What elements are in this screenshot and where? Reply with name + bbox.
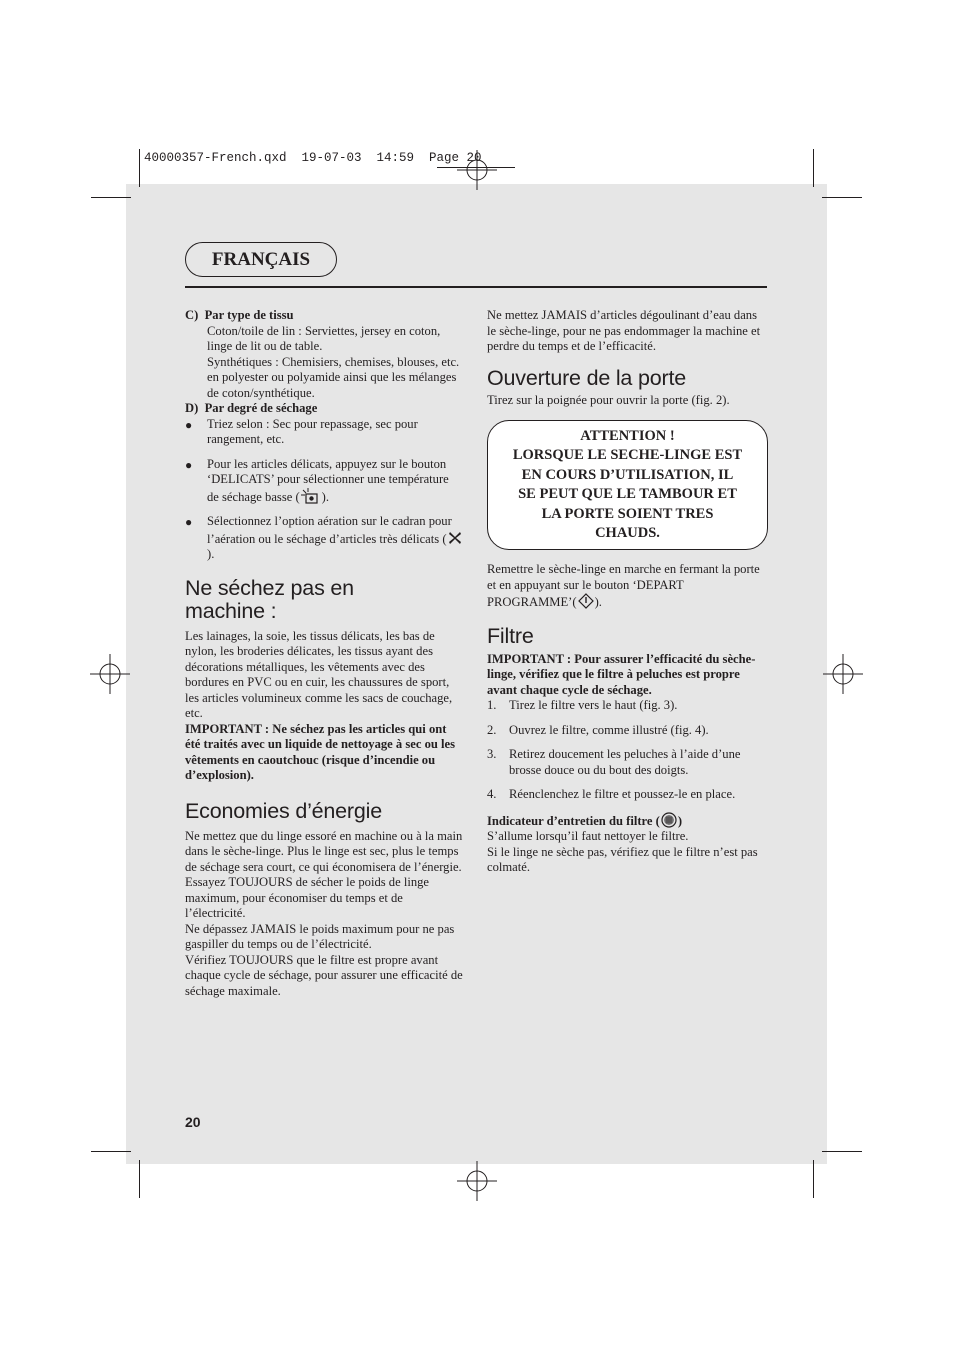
door-text: Tirez sur la poignée pour ouvrir la porte (fig. 2). [487,392,730,407]
crop-mark-icon [822,197,862,198]
list-item [487,723,767,739]
crop-mark-icon [91,197,131,198]
crop-mark-icon [139,1160,140,1198]
list-number: 2. [487,722,497,737]
indicator-label-end: ) [677,813,683,828]
registration-mark-icon [90,654,130,694]
no-dry-important: IMPORTANT : Ne séchez pas les articles qui ont été traités avec un liquide de nettoyage à sec ou les vêtements en caoutchouc (risque d’incendie ou d’explosion). [185,721,456,782]
filter-important: IMPORTANT : Pour assurer l’efficacité du sèche-linge, vérifiez que le filtre à peluches est propre avant chaque cycle de séchage. [487,651,756,697]
list-item [487,787,767,803]
bullet-dot-icon: ● [185,417,193,432]
energy-paragraph: Ne mettez que du linge essoré en machine ou à la main dans le sèche-linge. Plus le linge est sec, plus le temps de séchage sera court, ce qui économisera de l’énergie. [185,828,463,874]
attention-line: ATTENTION ! [580,428,675,444]
indicator-text: S’allume lorsqu’il faut nettoyer le filtre. [487,829,689,844]
attention-box [487,420,768,550]
bullet-text: Pour les articles délicats, appuyez sur le bouton ‘DELICATS’ pour sélectionner une température de séchage basse ( [207,456,449,504]
bullet-text-end: ). [207,547,215,561]
energy-paragraph: Ne dépassez JAMAIS le poids maximum pour ne pas gaspiller du temps ou de l’électricité. [185,921,455,951]
right-column [487,308,767,876]
attention-line: LA PORTE SOIENT TRES [541,505,714,522]
section-d-label: D) Par degré de séchage [185,401,318,415]
heading-energy: Economies d’énergie [185,798,382,823]
crop-mark-icon [813,1160,814,1198]
heading-door: Ouverture de la porte [487,365,686,390]
restart-text [487,562,767,611]
no-dry-text: Les lainages, la soie, les tissus délicats, les bas de nylon, les broderies délicates, les tissus ayant des décorations métalliques, les vêtements avec des bordures en PVC ou en cuir, les chaussures de sport, les articles volumineux comme les sacs de couchage, etc. [185,628,453,720]
header-rule [185,286,767,288]
bullet-dot-icon: ● [185,515,193,529]
indicator-label [487,812,767,830]
final-text: Si le linge ne sèche pas, vérifiez que le filtre n’est pas colmaté. [487,844,758,875]
list-number: 3. [487,747,497,762]
filter-indicator-icon [660,812,678,828]
attention-line: EN COURS D’UTILISATION, IL [521,466,734,483]
list-text: Retirez doucement les peluches à l’aide d’une brosse douce ou du bout des doigts. [509,747,741,777]
section-c-text2: Synthétiques : Chemisiers, chemises, blouses, etc. en polyester ou polyamide ainsi que les mélanges de coton/synthétique. [207,354,460,400]
left-column [185,308,463,999]
crop-mark-icon [813,149,814,187]
list-text: Tirez le filtre vers le haut (fig. 3). [509,698,678,713]
list-number: 4. [487,787,497,802]
bullet-dot-icon: ● [185,457,193,472]
list-item [487,747,767,778]
page-number: 20 [185,1114,201,1130]
language-tab: FRANÇAIS [185,242,337,277]
crop-mark-icon [822,1151,862,1152]
list-item [487,698,767,714]
attention-line: LORSQUE LE SECHE-LINGE EST [512,447,743,464]
list-number: 1. [487,698,497,713]
registration-mark-icon [457,150,497,190]
indicator-label-start: Indicateur d’entretien du filtre ( [487,813,660,828]
bullet-item [185,457,463,506]
start-programme-icon [577,593,595,609]
restart-text-end: ). [594,595,602,610]
bullet-item [185,417,463,448]
aeration-fan-icon [447,530,463,546]
section-c-text1: Coton/toile de lin : Serviettes, jersey en coton, linge de lit ou de table. [207,323,441,353]
section-c-label: C) Par type de tissu [185,308,294,322]
attention-line: CHAUDS. [595,525,660,542]
heading-no-dry: Ne séchez pas en machine : [185,575,354,623]
bullet-item [185,514,463,563]
registration-mark-icon [823,654,863,694]
list-text: Réenclenchez le filtre et poussez-le en place. [509,787,736,802]
heading-filter: Filtre [487,623,534,648]
print-slug: 40000357-French.qxd 19-07-03 14:59 Page 20 [144,151,482,165]
crop-mark-icon [91,1151,131,1152]
bullet-text: Triez selon : Sec pour repassage, sec pour rangement, etc. [207,416,418,446]
restart-text-start: Remettre le sèche-linge en marche en fermant la porte et en appuyant sur le bouton ‘DEPART PROGRAMME’( [487,562,760,610]
attention-line: SE PEUT QUE LE TAMBOUR ET [518,486,737,503]
delicate-temperature-icon [300,488,322,504]
intro-text: Ne mettez JAMAIS d’articles dégoulinant d’eau dans le sèche-linge, pour ne pas endommager la machine et perdre du temps et de l’efficacité. [487,308,761,353]
energy-paragraph: Vérifiez TOUJOURS que le filtre est propre avant chaque cycle de séchage, pour assurer une efficacité de séchage maximale. [185,952,463,998]
list-text: Ouvrez le filtre, comme illustré (fig. 4). [509,722,709,737]
bullet-text: Sélectionnez l’option aération sur le cadran pour l’aération ou le séchage d’articles très délicats ( [207,514,452,546]
energy-paragraph: Essayez TOUJOURS de sécher le poids de linge maximum, pour économiser du temps et de l’électricité. [185,875,430,920]
bullet-text-end: ). [321,489,330,504]
registration-mark-icon [457,1161,497,1201]
crop-mark-icon [139,149,140,187]
